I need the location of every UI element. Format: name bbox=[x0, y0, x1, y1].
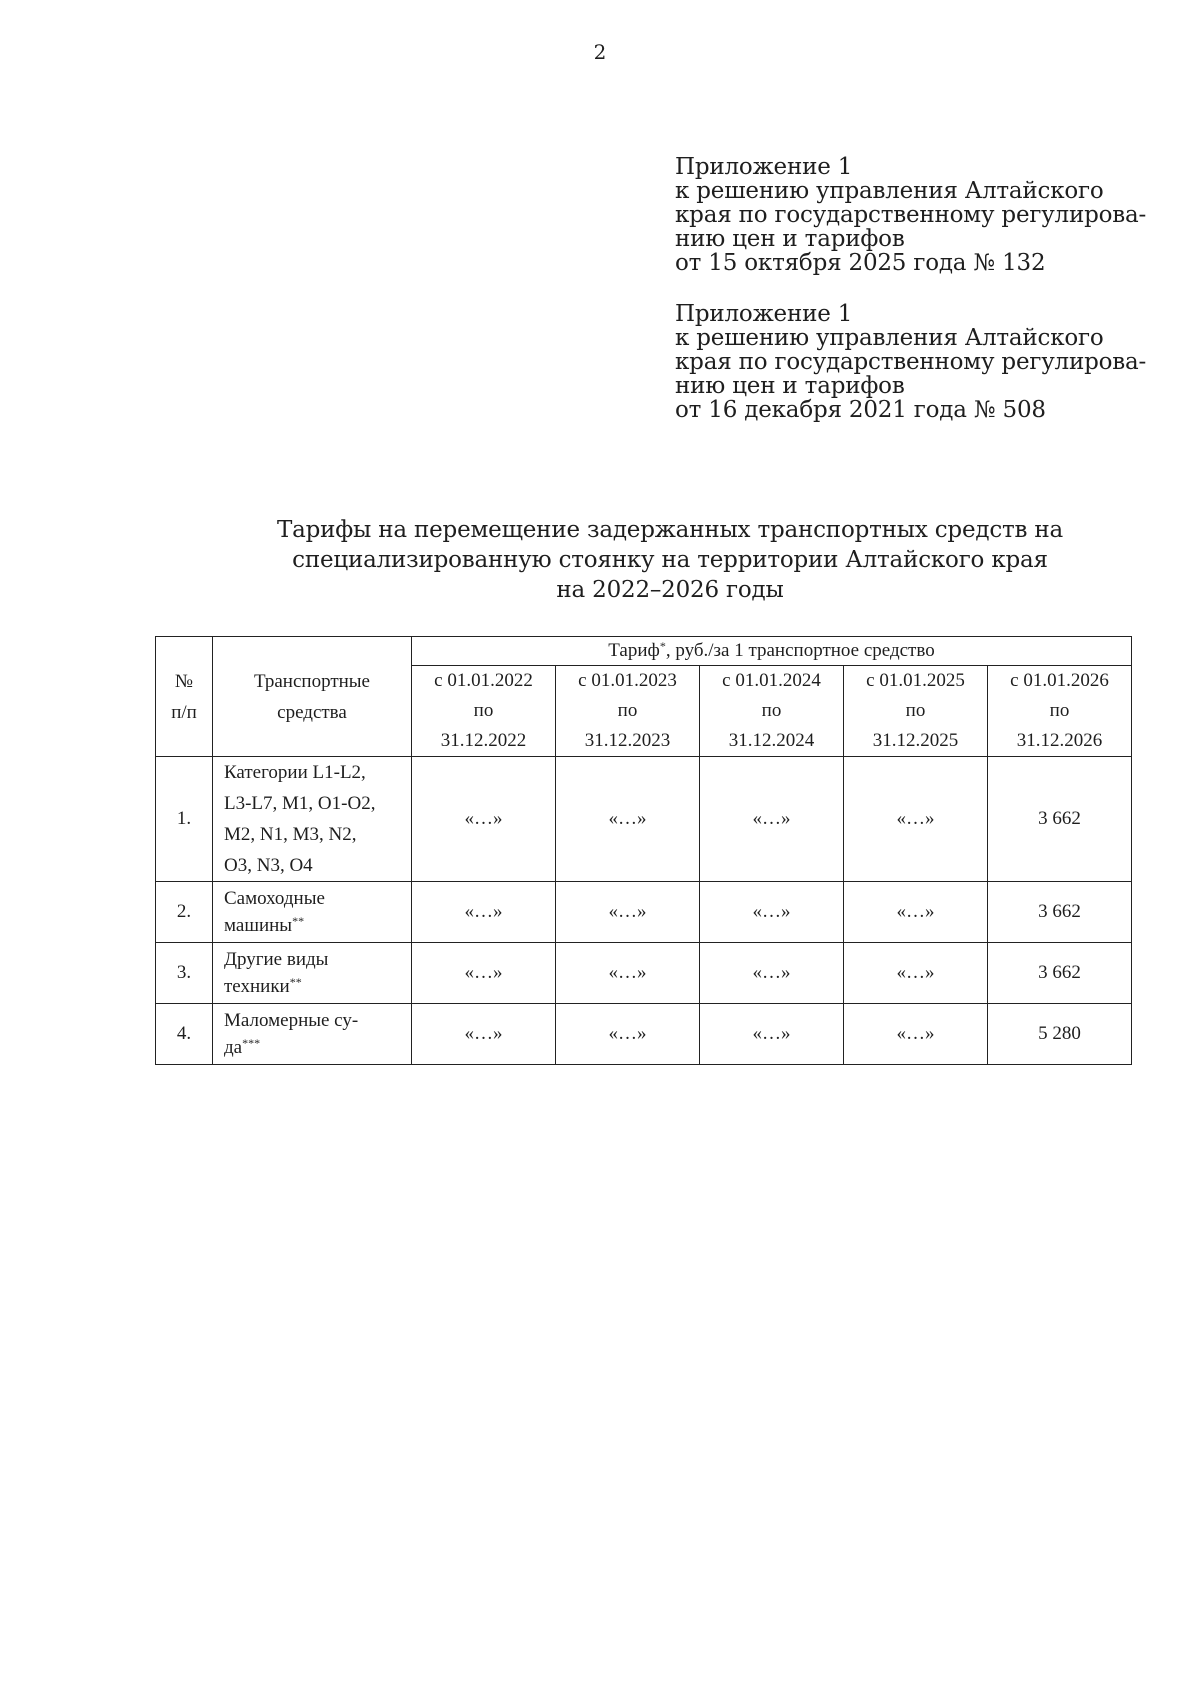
table-row bbox=[156, 1004, 1132, 1065]
document-title bbox=[200, 515, 1140, 605]
header-period bbox=[556, 666, 700, 757]
appendix-block-original bbox=[675, 302, 1175, 422]
name-line bbox=[224, 912, 411, 939]
period-line: с 01.01.2024 bbox=[722, 670, 821, 691]
tariff-value: «…» bbox=[556, 943, 700, 1004]
appendix-line: нию цен и тарифов bbox=[675, 226, 905, 252]
header-tariff bbox=[412, 637, 1132, 666]
footnote-mark: *** bbox=[242, 1036, 261, 1050]
footnote-mark: * bbox=[659, 639, 666, 653]
tariff-value: «…» bbox=[844, 882, 988, 943]
title-line: на 2022–2026 годы bbox=[556, 577, 784, 603]
header-period bbox=[988, 666, 1132, 757]
table-row bbox=[156, 757, 1132, 882]
footnote-mark: ** bbox=[292, 914, 305, 928]
tariff-value: «…» bbox=[700, 1004, 844, 1065]
table-row bbox=[156, 882, 1132, 943]
name-line: L3-L7, M1, O1-O2, bbox=[224, 793, 376, 814]
header-text: Тариф bbox=[608, 640, 660, 661]
name-text: техники bbox=[224, 976, 290, 997]
row-number: 4. bbox=[156, 1004, 213, 1065]
appendix-line: края по государственному регулирова- bbox=[675, 202, 1147, 228]
row-vehicle-name bbox=[213, 943, 412, 1004]
row-number: 3. bbox=[156, 943, 213, 1004]
name-line: Маломерные су- bbox=[224, 1010, 359, 1031]
name-line bbox=[224, 973, 411, 1000]
name-text: да bbox=[224, 1037, 243, 1058]
period-line: по bbox=[617, 700, 638, 721]
name-text: машины bbox=[224, 915, 293, 936]
tariff-value: 3 662 bbox=[988, 882, 1132, 943]
period-line: по bbox=[761, 700, 782, 721]
row-number: 1. bbox=[156, 757, 213, 882]
tariff-value: «…» bbox=[700, 943, 844, 1004]
header-vehicles bbox=[213, 637, 412, 757]
footnote-mark: ** bbox=[289, 975, 302, 989]
tariff-value: «…» bbox=[844, 1004, 988, 1065]
appendix-date-line: от 16 декабря 2021 года № 508 bbox=[675, 397, 1046, 423]
period-line: по bbox=[473, 700, 494, 721]
title-line: специализированную стоянку на территории Алтайского края bbox=[292, 547, 1048, 573]
name-line: Самоходные bbox=[224, 888, 325, 909]
tariff-value: «…» bbox=[412, 943, 556, 1004]
tariff-value: 3 662 bbox=[988, 943, 1132, 1004]
period-line: 31.12.2026 bbox=[1016, 730, 1103, 751]
appendix-date-line: от 15 октября 2025 года № 132 bbox=[675, 250, 1046, 276]
tariff-value: «…» bbox=[412, 757, 556, 882]
table-header-row bbox=[156, 637, 1132, 666]
name-line bbox=[224, 1034, 411, 1061]
tariff-value: «…» bbox=[556, 1004, 700, 1065]
tariff-value: «…» bbox=[412, 1004, 556, 1065]
row-vehicle-name bbox=[213, 1004, 412, 1065]
period-line: 31.12.2023 bbox=[584, 730, 671, 751]
header-text: , руб./за 1 транспортное средство bbox=[665, 640, 935, 661]
period-line: по bbox=[905, 700, 926, 721]
period-line: с 01.01.2026 bbox=[1010, 670, 1109, 691]
title-line: Тарифы на перемещение задержанных транспортных средств на bbox=[276, 517, 1064, 543]
tariff-value: 5 280 bbox=[988, 1004, 1132, 1065]
header-period bbox=[844, 666, 988, 757]
period-line: с 01.01.2023 bbox=[578, 670, 677, 691]
name-line: Другие виды bbox=[224, 949, 329, 970]
period-line: 31.12.2024 bbox=[728, 730, 815, 751]
tariff-value: «…» bbox=[844, 757, 988, 882]
appendix-line: к решению управления Алтайского bbox=[675, 178, 1104, 204]
tariff-value: «…» bbox=[844, 943, 988, 1004]
name-line: O3, N3, O4 bbox=[224, 855, 313, 876]
header-text: № bbox=[174, 670, 194, 692]
appendix-block-current bbox=[675, 155, 1175, 275]
name-line: M2, N1, M3, N2, bbox=[224, 824, 357, 845]
period-line: 31.12.2022 bbox=[440, 730, 527, 751]
period-line: с 01.01.2022 bbox=[434, 670, 533, 691]
period-line: по bbox=[1049, 700, 1070, 721]
appendix-line: Приложение 1 bbox=[675, 301, 853, 327]
header-number bbox=[156, 637, 213, 757]
header-text: п/п bbox=[171, 701, 197, 723]
appendix-line: к решению управления Алтайского bbox=[675, 325, 1104, 351]
row-vehicle-name bbox=[213, 882, 412, 943]
row-number: 2. bbox=[156, 882, 213, 943]
header-text: Транспортные bbox=[253, 670, 370, 692]
page-number: 2 bbox=[593, 40, 607, 64]
row-vehicle-name bbox=[213, 757, 412, 882]
header-text: средства bbox=[277, 701, 347, 723]
period-line: с 01.01.2025 bbox=[866, 670, 965, 691]
appendix-line: нию цен и тарифов bbox=[675, 373, 905, 399]
tariff-value: «…» bbox=[412, 882, 556, 943]
tariff-value: 3 662 bbox=[988, 757, 1132, 882]
header-period bbox=[412, 666, 556, 757]
appendix-line: Приложение 1 bbox=[675, 154, 853, 180]
table-row bbox=[156, 943, 1132, 1004]
tariff-value: «…» bbox=[700, 757, 844, 882]
tariff-value: «…» bbox=[556, 882, 700, 943]
name-line: Категории L1-L2, bbox=[224, 762, 366, 783]
tariff-value: «…» bbox=[556, 757, 700, 882]
header-period bbox=[700, 666, 844, 757]
period-line: 31.12.2025 bbox=[872, 730, 959, 751]
tariff-value: «…» bbox=[700, 882, 844, 943]
appendix-line: края по государственному регулирова- bbox=[675, 349, 1147, 375]
tariffs-table bbox=[155, 636, 1132, 1065]
